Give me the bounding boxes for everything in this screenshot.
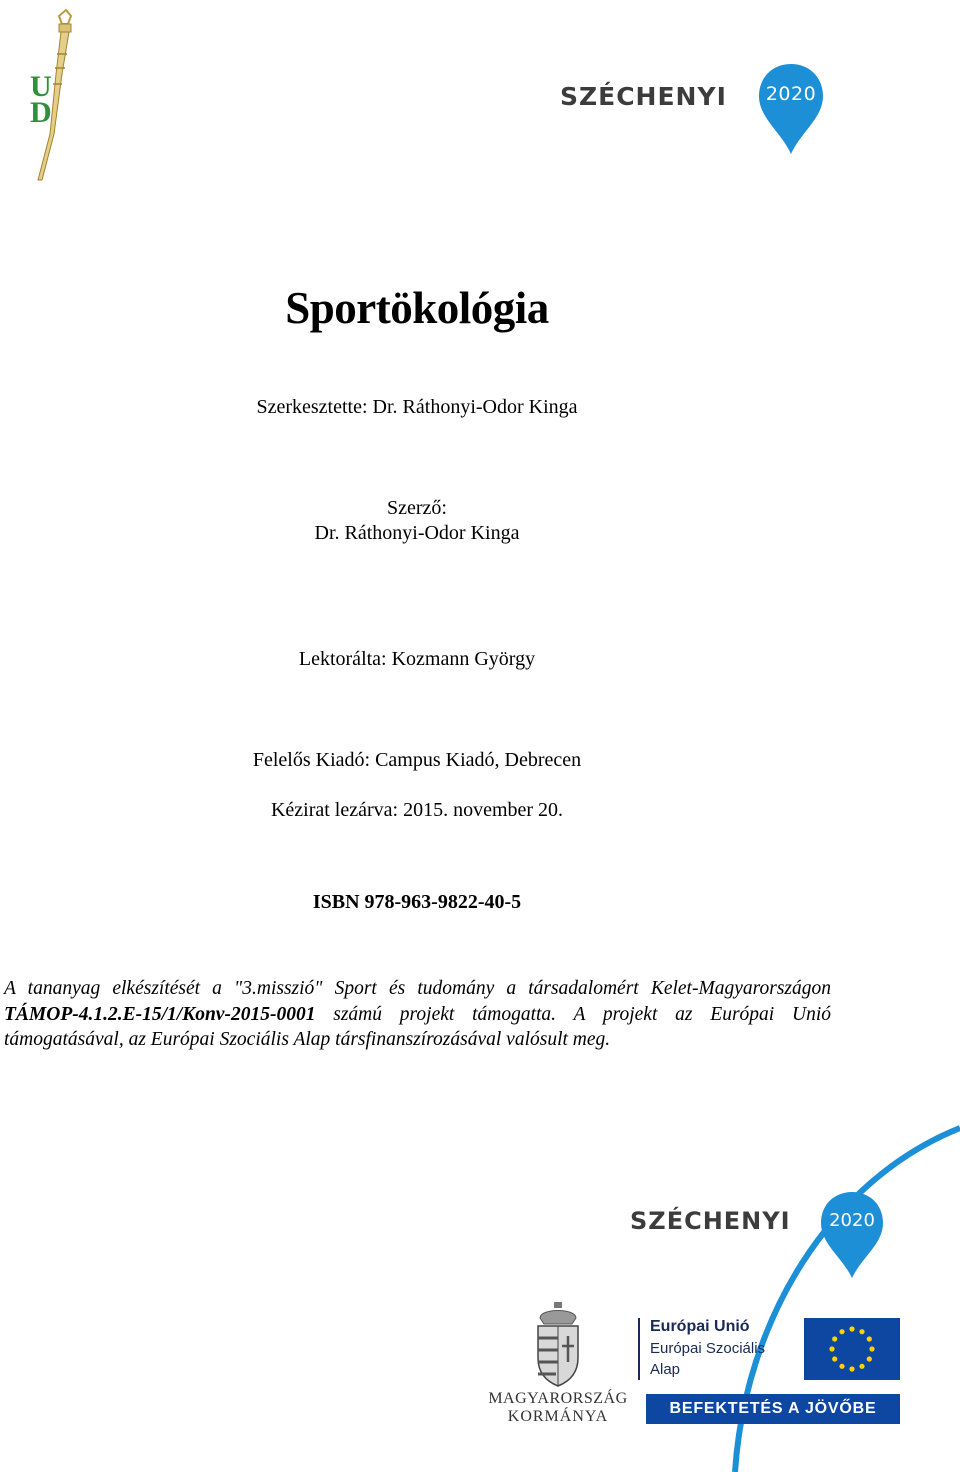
funding-text-1: A tananyag elkészítését a "3.misszió" Sport és tudomány a társadalomért Kelet-Magyarországon (4, 978, 831, 999)
project-code: TÁMOP-4.1.2.E-15/1/Konv-2015-0001 (4, 1003, 316, 1025)
szechenyi-year-bottom: 2020 (829, 1210, 875, 1231)
univ-letters: UD (30, 70, 52, 129)
reviewer-line: Lektorálta: Kozmann György (298, 648, 536, 670)
funding-text-2: számú projekt támogatta. A projekt az Európai Unió támogatásával, az Európai Szociális Alap társfinanszírozásával valósult meg. (4, 1003, 831, 1050)
eu-divider (638, 1318, 640, 1380)
coat-of-arms-icon (532, 1300, 584, 1388)
manuscript-closed-line: Kézirat lezárva: 2015. november 20. (270, 799, 564, 821)
szechenyi-year: 2020 (765, 83, 817, 105)
eu-logo (638, 1316, 902, 1426)
eu-line-1: Európai Unió (650, 1318, 750, 1335)
szechenyi-word: SZÉCHENYI (560, 82, 727, 111)
page-title: Sportökológia (285, 283, 549, 333)
isbn-line: ISBN 978-963-9822-40-5 (312, 891, 522, 913)
author-label: Szerző: (387, 497, 447, 519)
editor-line: Szerkesztette: Dr. Ráthonyi-Odor Kinga (256, 396, 578, 418)
szechenyi-logo-bottom (630, 1190, 900, 1280)
publisher-line: Felelős Kiadó: Campus Kiadó, Debrecen (252, 749, 582, 771)
government-logo (488, 1300, 628, 1430)
eu-flag-icon (804, 1318, 900, 1380)
eu-line-3: Alap (650, 1361, 681, 1378)
eu-line-2: Európai Szociális (650, 1340, 766, 1357)
author-name: Dr. Ráthonyi-Odor Kinga (314, 522, 520, 544)
szechenyi-word-bottom: SZÉCHENYI (630, 1207, 791, 1235)
eu-banner-text: BEFEKTETÉS A JÖVŐBE (669, 1400, 877, 1417)
government-line-1: MAGYARORSZÁG (488, 1390, 628, 1407)
map-pin-icon-bottom (818, 1190, 886, 1280)
government-line-2: KORMÁNYA (507, 1408, 609, 1425)
